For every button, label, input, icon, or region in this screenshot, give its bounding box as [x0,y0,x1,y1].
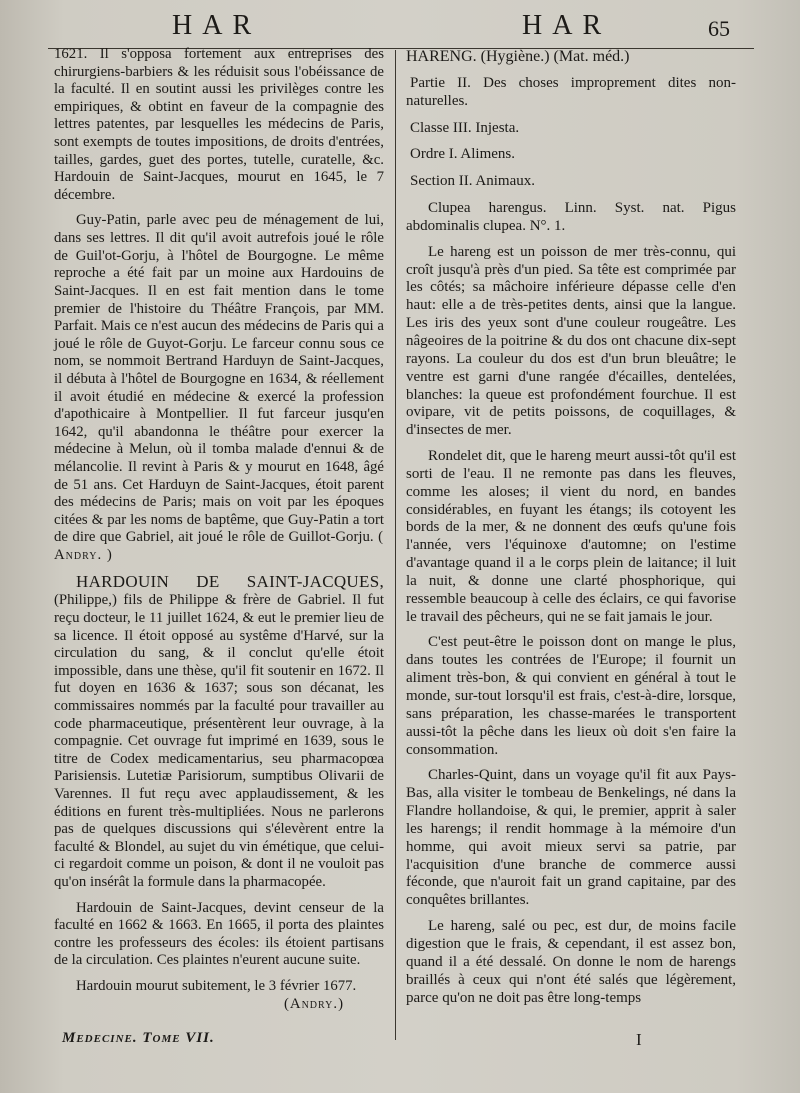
running-head-right: HAR [522,10,612,41]
right-paragraph-2: Rondelet dit, que le hareng meurt aussi-tôt qu'il est sorti de l'eau. Il ne remonte pas dans les fleuves, comme les aloses; il vient du nord, en bandes considérables, en fuyant les étangs; ils cotoyent les bords de la mer, & ne donnent des œufs qu'une fois l'année, vers l'équinoxe d'automne; on l'estime d'avantage quand il a le corps plein de laitance; il luit la nuit, & donne une clarté phosphorique, qui ressemble beaucoup à celle des éclairs, ce qui favorise le travail des pêcheurs, qui ne se fait jamais le jour. [406,448,736,625]
classification-ordre: Ordre I. Alimens. [410,146,515,163]
left-paragraph-2 [54,212,384,564]
left-paragraph-3 [54,573,384,892]
article-title-hareng: HARENG. (Hygiène.) (Mat. méd.) [406,48,630,65]
right-paragraph-5: Le hareng, salé ou pec, est dur, de moins facile digestion que le frais, & cependant, il est assez bon, quand il a été dessalé. On donne le nom de harengs braillés à ceux qui n'ont été salés que légèrement, parce qu'on ne doit pas être long-temps [406,918,736,1006]
author-signature-1: ( Andry. ) [54,529,384,564]
footer-title [62,1030,215,1047]
linnaean-name: Clupea harengus. Linn. Syst. nat. Pigus abdominalis clupea. N°. 1. [406,200,736,234]
running-head [0,6,800,46]
right-paragraph-3: C'est peut-être le poisson dont on mange le plus, dans toutes les contrées de l'Europe; il fournit un aliment très-bon, & qui convient en général à tout le monde, sur-tout lorsqu'il est frais, c'est-à-dire, lorsque, sans préparation, les chasse-marées le transportent aussi-tôt la pêche dans les lieux où doit s'en faire la consommation. [406,634,736,758]
page-number: 65 [708,16,730,41]
left-paragraph-5: Hardouin mourut subitement, le 3 février 1677. [76,978,357,995]
right-paragraph-1: Le hareng est un poisson de mer très-connu, qui croît jusqu'à près d'un pied. Sa tête est comprimée par les côtés; sa mâchoire inférieure dépasse celle d'en haut: elle a de très-petites dents, ainsi que la langue. Les iris des yeux sont d'une couleur rougeâtre. Les nâgeoires de la poitrine & du dos ont chacune dix-sept rayons. La couleur du dos est d'un brun bleuâtre; le ventre est garni d'une rangée d'écailles, dentelées, blanches: la queue est profondément fourchue. Il est ovipare, vit de petits poissons, de coquillages, & d'insectes de mer. [406,243,736,439]
classification-classe: Classe III. Injesta. [410,119,520,136]
signature-mark: I [636,1030,642,1049]
column-divider [395,50,396,1040]
footer-title-text: Medecine. Tome VII. [62,1030,215,1046]
classification-section: Section II. Animaux. [410,173,535,190]
left-paragraph-1: 1621. Il s'opposa fortement aux entreprises des chirurgiens-barbiers & les réduisit sous l'obéissance de la faculté. Il en soutint aussi les privilèges contre les empiriques, & obtint en faveur de la compagnie des lettres patentes, par lesquelles les médecins de Paris, sont exempts de toutes impositions, de droits d'entrées, tailles, gardes, guet des portes, tutelle, curatelle, &c. Hardouin de Saint-Jacques, mourut en 1645, le 7 décembre. [54,46,384,203]
left-paragraph-2-text: Guy-Patin, parle avec peu de ménagement de lui, dans ses lettres. Il dit qu'il avoit autrefois joué le rôle de Guil'ot-Gorju, à l'hôtel de Bourgogne. Le même reproche a été fait par un moine aux Hardouins de Saint-Jacques. Il en est fait mention dans le tome premier de l'histoire du Théâtre François, par MM. Parfait. Mais ce n'est aucun des médecins de Paris qui a joué le rôle de Guyot-Gorju. Le farceur connu sous ce nom, se nommoit Bertrand Harduyn de Saint-Jacques, il débuta à l'hôtel de Bourgogne en 1634, & réellement il avoit étudié en médecine & exercé la profession d'apothicaire à Montpellier. Il fut farceur jusqu'en 1642, qu'il abandonna le théâtre pour exercer la médecine à Melun, où il tomba malade d'ennui & de mélancolie. Il revint à Paris & y mourut en 1648, âgé de 51 ans. Cet Harduyn de Saint-Jacques, étoit parent des médecins de Paris; mais on voit par les époques citées & par les noms de baptême, que Guy-Patin a tort de dire que Gabriel, ait joué le rôle de Guillot-Gorju. [54,212,384,546]
left-paragraph-4: Hardouin de Saint-Jacques, devint censeur de la faculté en 1662 & 1663. En 1665, il porta des plaintes contre les professeurs des écoles: ils étoient partisans de la circulation. Ces plaintes n'eurent aucune suite. [54,899,384,969]
left-paragraph-3-text: (Philippe,) fils de Philippe & frère de Gabriel. Il fut reçu docteur, le 11 juillet 1624, & eut le premier lieu de sa licence. Il étoit opposé au systême d'Harvé, sur la circulation du sang, & il conclut qu'elle étoit impossible, dans une thèse, qu'il fit soutenir en 1672. Il fut doyen en 1636 & 1637; sous son décanat, les commissaires nommés par la faculté pour travailler au code pharmaceutique, présentèrent leur ouvrage, à la compagnie. Cet ouvrage fut imprimé en 1639, sous le titre de Codex medicamentarius, seu pharmacopœa Parisiensis. Lutetiæ Parisiorum, sumptibus Olivarii de Varennes. Il fut reçu avec applaudissement, & les éditions en furent très-multipliées. Nous ne parlerons pas de quelques discussions qui s'élevèrent entre la faculté & Blondel, au sujet du vin émétique, que celui-ci regardoit comme un poison, & dont il ne vouloit pas qu'on insérât la formule dans la pharmacopée. [54,592,384,891]
classification-partie: Partie II. Des choses improprement dites non-naturelles. [406,74,736,109]
author-signature-2: (Andry.) [283,995,344,1012]
right-paragraph-4: Charles-Quint, dans un voyage qu'il fit aux Pays-Bas, alla visiter le tombeau de Benkelings, né dans la Flandre hollandoise, & qui, le premier, apprit à saler les harengs; il rendit hommage à la mémoire d'un homme, qui avoit mieux servi sa patrie, par l'acquisition d'une branche de commerce aussi féconde, que n'auroit fait un grand capitaine, par des conquêtes brillantes. [406,767,736,909]
article-title-hardouin: HARDOUIN DE SAINT-JACQUES, [76,571,384,591]
left-column [54,46,384,1013]
running-head-left: HAR [172,10,262,41]
right-column [406,46,736,1007]
